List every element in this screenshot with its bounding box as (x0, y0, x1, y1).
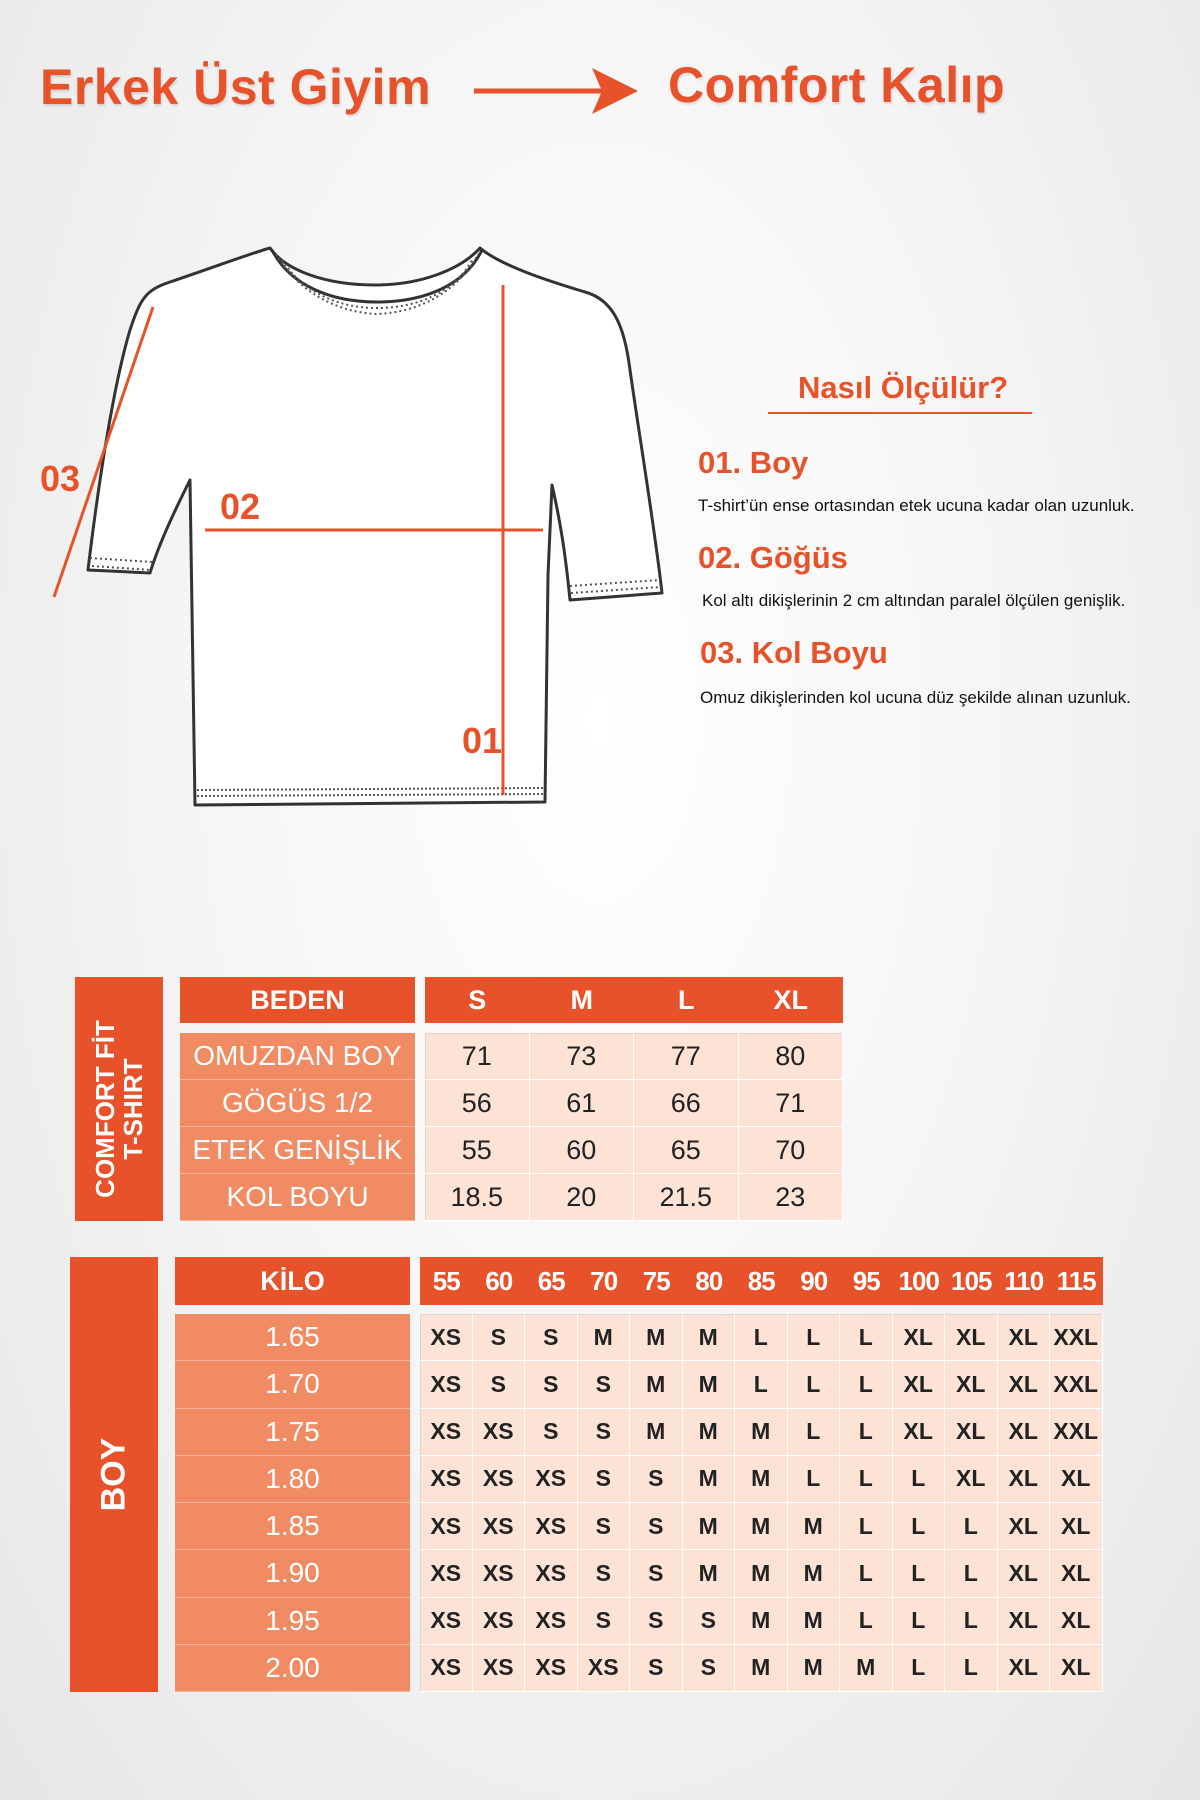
size-row-label: ETEK GENİŞLİK (180, 1127, 415, 1174)
fit-size-cell: XL (998, 1503, 1051, 1550)
size-value-cell: 71 (425, 1033, 530, 1080)
fit-table-header-label: KİLO (175, 1257, 410, 1305)
size-header-cell: L (678, 984, 695, 1015)
fit-size-cell: S (473, 1314, 526, 1361)
size-value-cell: 65 (634, 1127, 739, 1174)
fit-size-cell: XS (473, 1409, 526, 1456)
step-2-title: 02. Göğüs (698, 540, 848, 575)
fit-size-cell: S (473, 1361, 526, 1408)
size-header-cell: M (570, 984, 593, 1015)
size-table-side-label (91, 985, 147, 1233)
arrow-right-icon (474, 64, 644, 118)
fit-size-cell: M (788, 1503, 841, 1550)
fit-size-cell: XS (473, 1645, 526, 1692)
fit-size-cell: XS (420, 1645, 473, 1692)
fit-size-cell: L (945, 1598, 998, 1645)
fit-size-cell: XXL (1050, 1361, 1103, 1408)
fit-size-cell: S (630, 1456, 683, 1503)
fit-size-cell: XL (1050, 1598, 1103, 1645)
body-length-label: 01 (462, 720, 503, 761)
fit-size-cell: L (945, 1550, 998, 1597)
fit-size-cell: M (630, 1314, 683, 1361)
step-1-title: 01. Boy (698, 445, 809, 480)
weight-header-cell: 95 (852, 1265, 880, 1296)
fit-size-cell: XS (525, 1645, 578, 1692)
fit-size-cell: L (788, 1409, 841, 1456)
fit-size-cell: M (788, 1645, 841, 1692)
fit-size-cell: XXL (1050, 1409, 1103, 1456)
fit-size-cell: XL (945, 1409, 998, 1456)
step-1-desc: T-shirt’ün ense ortasından etek ucuna kadar olan uzunluk. (698, 496, 1135, 515)
height-row-label: 1.80 (175, 1456, 410, 1503)
fit-size-cell: M (683, 1314, 736, 1361)
size-value-cell: 71 (739, 1080, 844, 1127)
fit-size-cell: XL (998, 1645, 1051, 1692)
fit-size-cell: M (735, 1598, 788, 1645)
fit-size-cell: S (683, 1598, 736, 1645)
size-value-cell: 23 (739, 1174, 844, 1221)
fit-size-cell: S (578, 1503, 631, 1550)
size-value-cell: 77 (634, 1033, 739, 1080)
fit-size-cell: XS (420, 1456, 473, 1503)
size-value-cell: 80 (739, 1033, 844, 1080)
fit-size-cell: M (840, 1645, 893, 1692)
fit-size-cell: XXL (1050, 1314, 1103, 1361)
fit-size-cell: M (683, 1550, 736, 1597)
fit-size-cell: M (735, 1409, 788, 1456)
fit-size-cell: M (630, 1409, 683, 1456)
fit-size-cell: L (788, 1314, 841, 1361)
fit-size-cell: XS (473, 1598, 526, 1645)
weight-header-cell: 115 (1056, 1265, 1096, 1296)
fit-size-cell: XS (473, 1503, 526, 1550)
weight-header-cell: 105 (951, 1265, 992, 1296)
weight-header-cell: 70 (590, 1265, 618, 1296)
fit-size-cell: XS (420, 1598, 473, 1645)
weight-header-cell: 85 (747, 1265, 775, 1296)
weight-header-cell: 90 (800, 1265, 828, 1296)
fit-size-cell: XL (893, 1409, 946, 1456)
fit-size-cell: XL (893, 1361, 946, 1408)
chest-label: 02 (220, 486, 261, 527)
weight-header-cell: 65 (537, 1265, 565, 1296)
fit-size-cell: XS (420, 1314, 473, 1361)
fit-size-cell: XS (473, 1550, 526, 1597)
size-value-cell: 18.5 (425, 1174, 530, 1221)
fit-size-cell: L (840, 1361, 893, 1408)
fit-size-cell: XL (1050, 1645, 1103, 1692)
fit-size-cell: L (893, 1456, 946, 1503)
fit-size-cell: S (578, 1550, 631, 1597)
fit-size-cell: M (788, 1598, 841, 1645)
step-2-desc: Kol altı dikişlerinin 2 cm altından paralel ölçülen genişlik. (702, 591, 1126, 610)
fit-size-cell: XL (945, 1314, 998, 1361)
fit-size-cell: XL (998, 1598, 1051, 1645)
header-right-title: Comfort Kalıp (668, 57, 1006, 113)
fit-size-cell: L (945, 1645, 998, 1692)
weight-header-cell: 60 (485, 1265, 513, 1296)
fit-size-cell: L (788, 1361, 841, 1408)
fit-size-cell: S (578, 1409, 631, 1456)
fit-size-cell: S (578, 1361, 631, 1408)
fit-size-cell: XL (1050, 1550, 1103, 1597)
fit-size-cell: S (630, 1550, 683, 1597)
size-value-cell: 56 (425, 1080, 530, 1127)
fit-size-cell: XL (998, 1456, 1051, 1503)
step-3-desc: Omuz dikişlerinden kol ucuna düz şekilde alınan uzunluk. (700, 688, 1131, 707)
size-row-label: KOL BOYU (180, 1174, 415, 1221)
fit-size-cell: XS (473, 1456, 526, 1503)
weight-header-cell: 110 (1004, 1265, 1044, 1296)
fit-size-cell: XL (945, 1361, 998, 1408)
tshirt-diagram (40, 240, 680, 830)
height-row-label: 1.95 (175, 1598, 410, 1645)
size-table-side-panel (75, 977, 163, 1221)
fit-table-side-label: BOY (94, 1437, 133, 1512)
size-row-label: GÖGÜS 1/2 (180, 1080, 415, 1127)
fit-size-cell: XL (893, 1314, 946, 1361)
fit-size-cell: S (525, 1409, 578, 1456)
step-3-title: 03. Kol Boyu (700, 635, 888, 670)
howto-title: Nasıl Ölçülür? (798, 370, 1009, 405)
size-table-header-label: BEDEN (180, 977, 415, 1023)
weight-header-cell: 55 (432, 1265, 460, 1296)
fit-size-cell: XL (1050, 1503, 1103, 1550)
size-value-cell: 21.5 (634, 1174, 739, 1221)
header-left-title: Erkek Üst Giyim (40, 59, 432, 115)
size-header-cell: S (468, 984, 487, 1015)
height-row-label: 1.75 (175, 1409, 410, 1456)
fit-size-cell: L (840, 1314, 893, 1361)
fit-size-cell: XS (525, 1598, 578, 1645)
fit-size-cell: M (735, 1550, 788, 1597)
height-row-label: 1.70 (175, 1361, 410, 1408)
fit-size-cell: S (630, 1645, 683, 1692)
size-value-cell: 66 (634, 1080, 739, 1127)
weight-header-cell: 80 (695, 1265, 723, 1296)
fit-size-cell: S (525, 1361, 578, 1408)
size-row-label: OMUZDAN BOY (180, 1033, 415, 1080)
fit-size-cell: XL (1050, 1456, 1103, 1503)
height-row-label: 1.90 (175, 1550, 410, 1597)
fit-size-cell: L (945, 1503, 998, 1550)
weight-header-cell: 75 (642, 1265, 670, 1296)
height-row-label: 1.85 (175, 1503, 410, 1550)
fit-size-cell: XS (420, 1409, 473, 1456)
fit-size-cell: XS (525, 1550, 578, 1597)
fit-size-cell: XS (525, 1456, 578, 1503)
fit-size-cell: XL (998, 1550, 1051, 1597)
fit-size-cell: XS (420, 1361, 473, 1408)
size-value-cell: 70 (739, 1127, 844, 1174)
fit-size-cell: L (735, 1314, 788, 1361)
fit-size-cell: L (840, 1409, 893, 1456)
size-value-cell: 73 (530, 1033, 635, 1080)
fit-size-cell: L (840, 1456, 893, 1503)
sleeve-length-label: 03 (40, 458, 81, 499)
fit-size-cell: M (735, 1456, 788, 1503)
fit-size-cell: S (630, 1598, 683, 1645)
side-label-line2: T-SHIRT (118, 1058, 148, 1160)
size-header-cell: XL (773, 984, 808, 1015)
fit-table-side-panel (70, 1257, 158, 1692)
fit-size-cell: XS (525, 1503, 578, 1550)
size-value-cell: 20 (530, 1174, 635, 1221)
fit-size-cell: S (525, 1314, 578, 1361)
fit-size-cell: M (683, 1361, 736, 1408)
fit-size-cell: L (893, 1645, 946, 1692)
size-value-cell: 55 (425, 1127, 530, 1174)
howto-underline (768, 412, 1032, 414)
fit-size-cell: XL (945, 1456, 998, 1503)
fit-size-cell: L (840, 1598, 893, 1645)
fit-size-cell: M (788, 1550, 841, 1597)
fit-size-cell: M (683, 1456, 736, 1503)
fit-size-cell: S (630, 1503, 683, 1550)
fit-size-cell: L (735, 1361, 788, 1408)
height-row-label: 2.00 (175, 1645, 410, 1692)
size-value-cell: 61 (530, 1080, 635, 1127)
size-value-cell: 60 (530, 1127, 635, 1174)
fit-size-cell: M (683, 1409, 736, 1456)
fit-size-cell: L (840, 1550, 893, 1597)
fit-size-cell: XS (420, 1550, 473, 1597)
weight-header-cell: 100 (898, 1265, 939, 1296)
fit-size-cell: S (578, 1598, 631, 1645)
side-label-line1: COMFORT FİT (90, 1020, 120, 1198)
fit-size-cell: L (893, 1598, 946, 1645)
fit-size-cell: L (893, 1550, 946, 1597)
fit-size-cell: XS (578, 1645, 631, 1692)
height-row-label: 1.65 (175, 1314, 410, 1361)
fit-size-cell: M (735, 1503, 788, 1550)
fit-size-cell: XL (998, 1314, 1051, 1361)
fit-size-cell: XL (998, 1361, 1051, 1408)
fit-size-cell: XS (420, 1503, 473, 1550)
fit-size-cell: S (683, 1645, 736, 1692)
fit-size-cell: XL (998, 1409, 1051, 1456)
fit-size-cell: S (578, 1456, 631, 1503)
fit-size-cell: L (788, 1456, 841, 1503)
fit-size-cell: L (893, 1503, 946, 1550)
fit-size-cell: M (683, 1503, 736, 1550)
fit-size-cell: L (840, 1503, 893, 1550)
fit-size-cell: M (578, 1314, 631, 1361)
fit-size-cell: M (735, 1645, 788, 1692)
fit-size-cell: M (630, 1361, 683, 1408)
